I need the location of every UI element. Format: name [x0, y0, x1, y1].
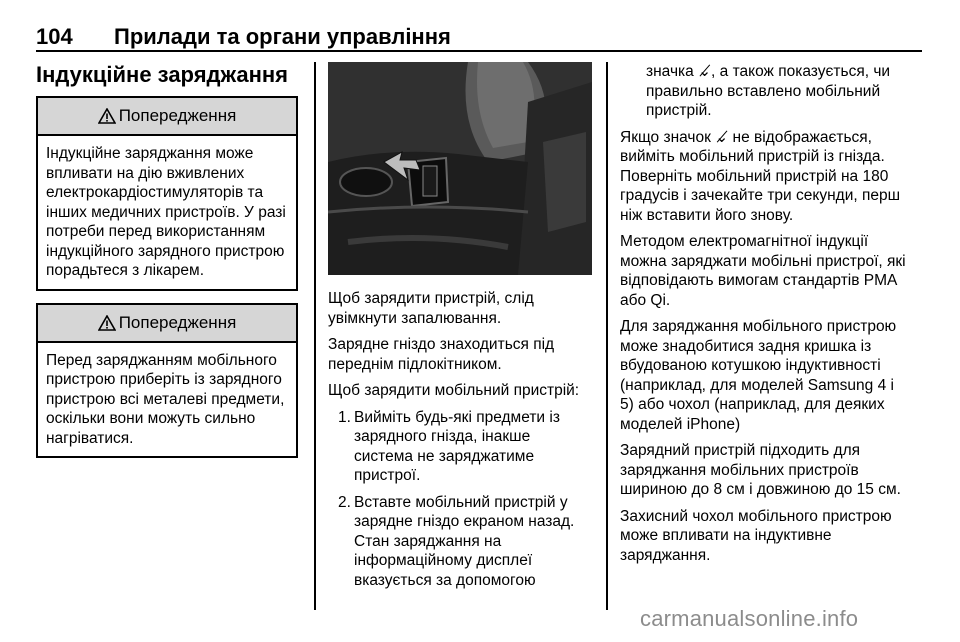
watermark: carmanualsonline.info	[640, 606, 859, 631]
header-divider	[36, 50, 922, 52]
warning-box-2	[36, 303, 298, 459]
column-divider	[314, 62, 316, 610]
paragraph: Зарядне гніздо знаходиться під переднім підлокітником.	[328, 336, 555, 373]
column-right	[620, 62, 910, 572]
console-illustration	[328, 62, 592, 275]
warning-heading: Попередження	[118, 106, 237, 125]
charging-cradle-photo	[328, 62, 592, 275]
section-title: Індукційне заряджання	[36, 62, 289, 87]
page-number: 104	[36, 24, 73, 49]
warning-header	[38, 305, 296, 343]
warning-heading: Попередження	[118, 312, 237, 332]
page-header	[36, 24, 922, 52]
column-left	[36, 62, 298, 470]
step-continuation: значка ⌄̸, а також показується, чи правильно вставлено мобільний пристрій.	[646, 63, 891, 119]
warning-triangle-icon	[98, 315, 116, 331]
warning-triangle-icon	[98, 108, 116, 124]
paragraph: Для заряджання мобільного пристрою може знадобитися задня кришка із вбудованою котушкою індуктивності (наприклад, для моделей Samsung 4 і 5) або чохол (наприклад, для деяких моделей iPhone)	[620, 318, 897, 433]
paragraph: Щоб зарядити пристрій, слід увімкнути запалювання.	[328, 290, 534, 327]
paragraph: Якщо значок ⌄̸ не відображається, вийміть мобільний пристрій із гнізда. Поверніть мобільний пристрій на 180 градусів і зачекайте три секунди, перш ніж вставити його знову.	[620, 128, 901, 224]
steps-list	[328, 408, 592, 591]
warning-header	[38, 98, 296, 136]
paragraph: Щоб зарядити мобільний пристрій:	[328, 382, 580, 399]
column-middle	[328, 62, 592, 597]
warning-text: Перед заряджанням мобільного пристрою приберіть із зарядного пристрою всі металеві предмети, оскільки вони можуть сильно нагріватися.	[46, 351, 285, 447]
list-item	[328, 493, 592, 591]
paragraph: Захисний чохол мобільного пристрою може впливати на індуктивне заряджання.	[620, 507, 892, 564]
paragraph: Методом електромагнітної індукції можна заряджати мобільні пристрої, які відповідають вимогам стандартів PMA або Qi.	[620, 233, 906, 309]
warning-box-1	[36, 96, 298, 291]
warning-text: Індукційне заряджання може впливати на дію вживлених електрокардіостимуляторів та інших медичних пристроїв. У разі потреби перед використанням індукційного зарядного пристрою порадьтеся з лікарем.	[46, 145, 286, 279]
step-text: Вставте мобільний пристрій у зарядне гніздо екраном назад. Стан заряджання на інформаційному дисплеї вказується за допомогою	[354, 493, 575, 589]
page-title: Прилади та органи управління	[114, 24, 451, 49]
step-text: Вийміть будь-які предмети із зарядного гнізда, інакше система не заряджатиме пристрої.	[354, 408, 560, 484]
step-number: 2.	[338, 493, 351, 511]
column-divider	[606, 62, 608, 610]
step-number: 1.	[338, 408, 351, 426]
list-item	[328, 408, 592, 486]
paragraph: Зарядний пристрій підходить для заряджання мобільних пристроїв шириною до 8 см і довжиною до 15 см.	[620, 442, 901, 498]
